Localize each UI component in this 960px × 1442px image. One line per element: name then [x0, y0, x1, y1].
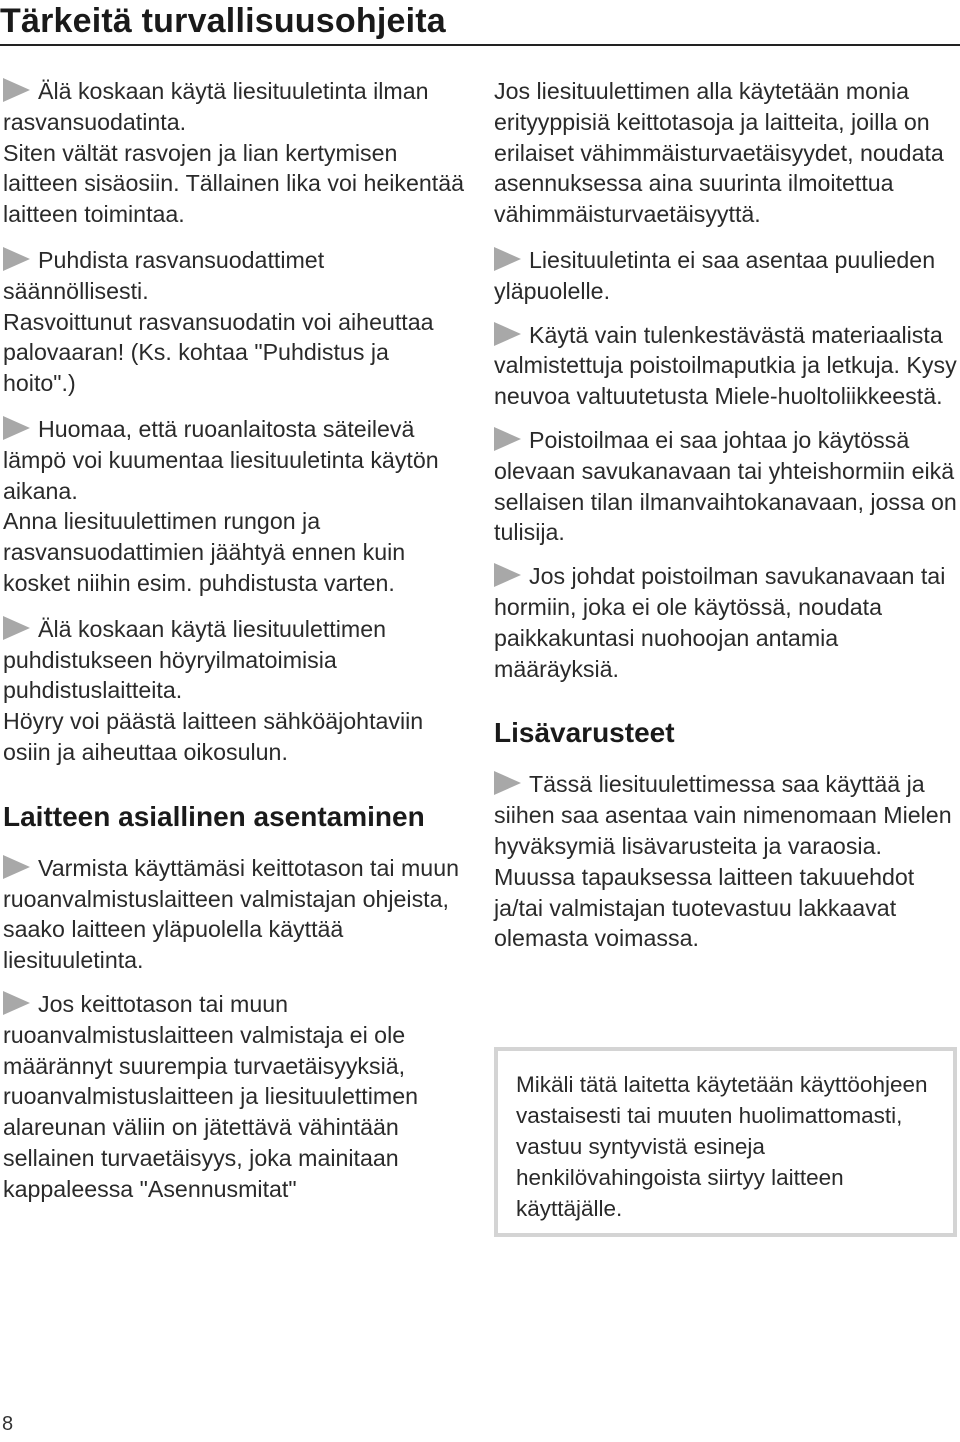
title-divider: [0, 44, 960, 46]
instruction-paragraph: [494, 245, 960, 307]
instruction-paragraph: [3, 989, 468, 1205]
explanation-paragraph: Anna liesituulettimen rungon ja rasvansuodattimien jäähtyä ennen kuin kosket niihin esim. puhdistusta varten.: [3, 508, 406, 596]
arrow-bullet-icon: [3, 78, 30, 102]
instruction-text: Varmista käyttämäsi keittotason tai muun ruoanvalmistuslaitteen valmistajan ohjeista, saako laitteen yläpuolella käyttää liesituuletinta.: [3, 854, 459, 974]
section-heading-installation: Laitteen asiallinen asentaminen: [3, 800, 425, 832]
instruction-paragraph: [494, 320, 960, 412]
instruction-text: Liesituuletinta ei saa asentaa puulieden yläpuolelle.: [494, 246, 936, 304]
explanation-paragraph: Höyry voi päästä laitteen sähköäjohtaviin osiin ja aiheuttaa oikosulun.: [3, 708, 424, 765]
page-title: Tärkeitä turvallisuusohjeita: [0, 2, 446, 40]
instruction-paragraph: [494, 425, 960, 548]
instruction-paragraph: [3, 853, 468, 976]
instruction-paragraph: [3, 414, 468, 506]
section-heading-accessories: Lisävarusteet: [494, 717, 675, 749]
right-column: [494, 76, 960, 967]
arrow-bullet-icon: [3, 416, 30, 440]
arrow-bullet-icon: [494, 563, 521, 587]
instruction-paragraph: [494, 769, 960, 954]
arrow-bullet-icon: [494, 247, 521, 271]
liability-notice-text: Mikäli tätä laitetta käytetään käyttöohjeen vastaisesti tai muuten huolimattomasti, vastuu syntyvistä esineja henkilövahingoista siirtyy laitteen käyttäjälle.: [516, 1072, 928, 1221]
arrow-bullet-icon: [3, 991, 30, 1015]
explanation-paragraph: Siten vältät rasvojen ja lian kertymisen laitteen sisäosiin. Tällainen lika voi heikentää laitteen toimintaa.: [3, 139, 465, 228]
explanation-paragraph: Jos liesituulettimen alla käytetään monia erityyppisiä keittotasoja ja laitteita, joilla on erilaiset vähimmäisturvaetäisyydet, noudata asennuksessa aina suurinta ilmoitettua vähimmäisturvaetäisyyttä.: [494, 78, 944, 228]
instruction-text: Käytä vain tulenkestävästä materiaalista valmistettuja poistoilmaputkia ja letkuja. Kysy neuvoa valtuutetusta Miele-huoltoliikkeestä.: [494, 321, 957, 410]
arrow-bullet-icon: [3, 247, 30, 271]
instruction-text: Jos johdat poistoilman savukanavaan tai hormiin, joka ei ole käytössä, noudata paikkakuntasi nuohoojan antamia määräyksiä.: [494, 563, 946, 682]
instruction-text: Älä koskaan käytä liesituulettimen puhdistukseen höyryilmatoimisia puhdistuslaitteita.: [3, 615, 386, 704]
arrow-bullet-icon: [494, 771, 521, 795]
instruction-text: Puhdista rasvansuodattimet säännöllisesti.: [3, 246, 325, 304]
instruction-paragraph: [3, 76, 468, 138]
explanation-paragraph: Rasvoittunut rasvansuodatin voi aiheuttaa palovaaran! (Ks. kohtaa "Puhdistus ja hoito".): [3, 308, 434, 397]
page-number: 8: [2, 1413, 14, 1435]
instruction-text: Huomaa, että ruoanlaitosta säteilevä lämpö voi kuumentaa liesituuletinta käytön aikana.: [3, 415, 439, 504]
arrow-bullet-icon: [494, 322, 521, 346]
liability-notice-box: [494, 1047, 957, 1237]
instruction-paragraph: [494, 561, 960, 684]
instruction-text: Poistoilmaa ei saa johtaa jo käytössä olevaan savukanavaan tai yhteishormiin eikä sellaisen tilan ilmanvaihtokanavaan, jossa on tulisija.: [494, 426, 957, 546]
instruction-text: Tässä liesituulettimessa saa käyttää ja siihen saa asentaa vain nimenomaan Mielen hyväksymiä lisävarusteita ja varaosia. Muussa tapauksessa laitteen takuuehdot ja/tai valmistajan tuotevastuu lakkaavat olemasta voimassa.: [494, 771, 952, 952]
instruction-paragraph: [3, 245, 468, 307]
instruction-text: Jos keittotason tai muun ruoanvalmistuslaitteen valmistaja ei ole määrännyt suurempia turvaetäisyyksiä, ruoanvalmistuslaitteen ja liesituulettimen alareunan väliin on jätettävä vähintään sellainen turvaetäisyys, joka mainitaan kappaleessa "Asennusmitat": [3, 990, 419, 1202]
arrow-bullet-icon: [3, 855, 30, 879]
arrow-bullet-icon: [3, 616, 30, 640]
arrow-bullet-icon: [494, 427, 521, 451]
left-column: [3, 76, 468, 1218]
instruction-paragraph: [3, 614, 468, 706]
instruction-text: Älä koskaan käytä liesituuletinta ilman rasvansuodatinta.: [3, 78, 429, 135]
